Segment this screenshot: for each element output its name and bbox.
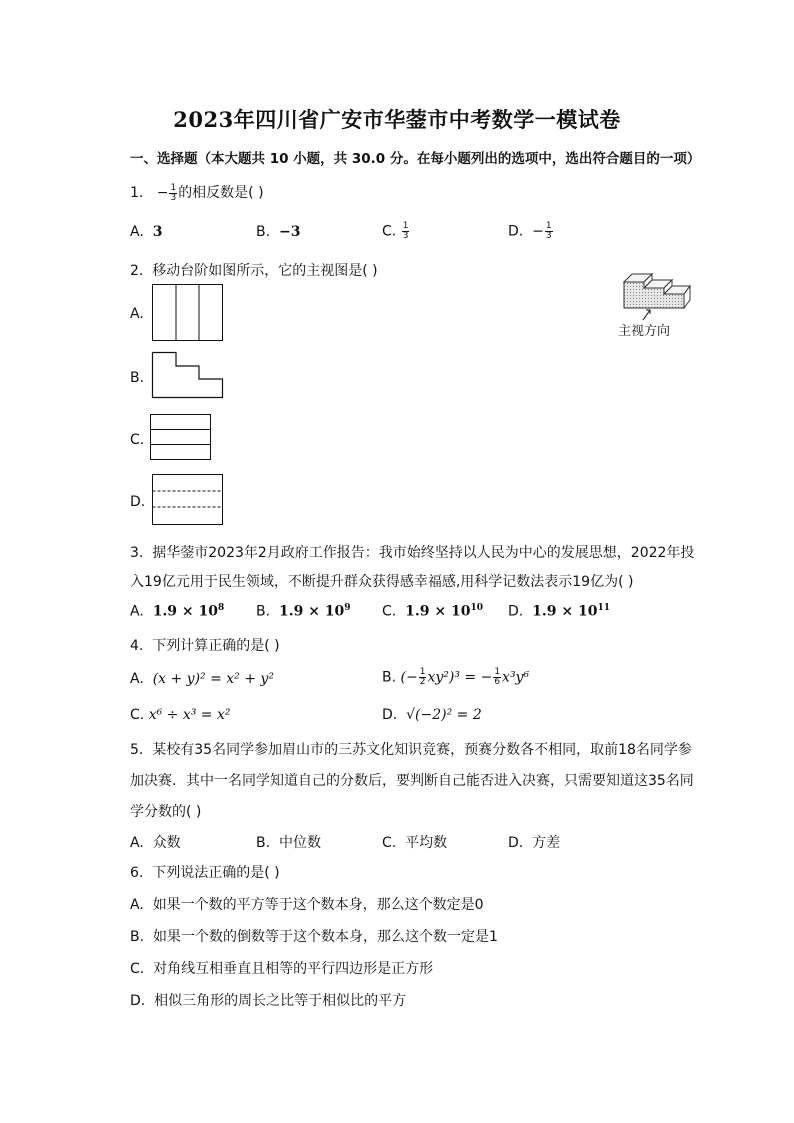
section-header: 一、选择题（本大题共 10 小题，共 30.0 分。在每小题列出的选项中，选出符合题目的一项） — [130, 151, 701, 167]
option-b[interactable]: B. −3 — [256, 224, 301, 240]
question-stem-line-3: 学分数的( ) — [130, 804, 202, 820]
question-stem: 下列计算正确的是( ) — [152, 638, 280, 654]
question-3: 3. 据华蓥市2023年2月政府工作报告：我市始终坚持以人民为中心的发展思想，2022年投 — [130, 545, 695, 561]
fraction: $\frac{1}{3}$ — [170, 182, 177, 203]
option-a[interactable]: A. 众数 — [130, 835, 181, 851]
option-a[interactable]: A. 3 — [130, 224, 163, 240]
option-d[interactable]: D. − $\frac{1}{3}$ — [508, 221, 552, 241]
question-stem: 下列说法正确的是( ) — [152, 865, 280, 881]
question-6: 6. 下列说法正确的是( ) — [130, 865, 280, 881]
figure-caption: 主视方向 — [618, 324, 671, 339]
option-b-figure — [152, 352, 224, 398]
option-d[interactable]: D. √(−2)² = 2 — [382, 707, 482, 723]
question-stem-line-1: 某校有35名同学参加眉山市的三苏文化知识竞赛，预赛分数各不相同，取前18名同学参 — [152, 742, 692, 758]
question-number: 1. — [130, 185, 144, 201]
option-c[interactable]: C. $\frac{1}{3}$ — [382, 221, 409, 241]
question-stem: 的相反数是( ) — [178, 185, 264, 201]
page-title: 2023年四川省广安市华蓥市中考数学一模试卷 — [173, 107, 621, 132]
question-stem-line-1: 据华蓥市2023年2月政府工作报告：我市始终坚持以人民为中心的发展思想，2022年投 — [152, 545, 695, 561]
option-d[interactable]: D. 方差 — [508, 835, 561, 851]
option-b[interactable]: B. $1.9 \times 10^9$ — [256, 603, 351, 620]
question-5: 5. 某校有35名同学参加眉山市的三苏文化知识竞赛，预赛分数各不相同，取前18名同学参 — [130, 742, 692, 758]
question-stem-line-2: 加决赛．其中一名同学知道自己的分数后，要判断自己能否进入决赛，只需要知道这35名同 — [130, 773, 694, 789]
option-b[interactable]: B. (− $\frac{1}{2}$ xy²)³ = − $\frac{1}{6}$ x³y⁶ — [382, 667, 530, 687]
question-1 — [130, 182, 264, 203]
option-c-figure — [150, 414, 212, 460]
option-c[interactable]: C. $1.9 \times 10^{10}$ — [382, 603, 483, 620]
question-2: 2. 移动台阶如图所示，它的主视图是( ) — [130, 263, 378, 279]
option-c[interactable]: C. 对角线互相垂直且相等的平行四边形是正方形 — [130, 961, 434, 977]
option-d[interactable]: D. — [130, 494, 146, 510]
option-d-figure — [152, 474, 224, 526]
option-c[interactable]: C. x⁶ ÷ x³ = x² — [130, 707, 231, 723]
option-d[interactable]: D. 相似三角形的周长之比等于相似比的平方 — [130, 993, 407, 1009]
question-4: 4. 下列计算正确的是( ) — [130, 638, 280, 654]
option-a[interactable]: A. — [130, 306, 144, 322]
option-a[interactable]: A. $1.9 \times 10^8$ — [130, 603, 225, 620]
option-a[interactable]: A. 如果一个数的平方等于这个数本身，那么这个数定是0 — [130, 897, 484, 913]
option-c[interactable]: C. — [130, 432, 145, 448]
option-b[interactable]: B. 如果一个数的倒数等于这个数本身，那么这个数一定是1 — [130, 929, 498, 945]
minus-sign: − — [156, 185, 169, 201]
option-a[interactable]: A. (x + y)² = x² + y² — [130, 671, 274, 687]
question-stem-line-2: 入19亿元用于民生领域，不断提升群众获得感幸福感,用科学记数法表示19亿为( ) — [130, 574, 634, 590]
option-d[interactable]: D. $1.9 \times 10^{11}$ — [508, 603, 610, 620]
option-b[interactable]: B. 中位数 — [256, 835, 321, 851]
option-c[interactable]: C. 平均数 — [382, 835, 448, 851]
option-a-figure — [152, 284, 224, 342]
option-b[interactable]: B. — [130, 370, 145, 386]
question-stem: 移动台阶如图所示，它的主视图是( ) — [152, 263, 378, 279]
staircase-figure — [620, 264, 690, 314]
